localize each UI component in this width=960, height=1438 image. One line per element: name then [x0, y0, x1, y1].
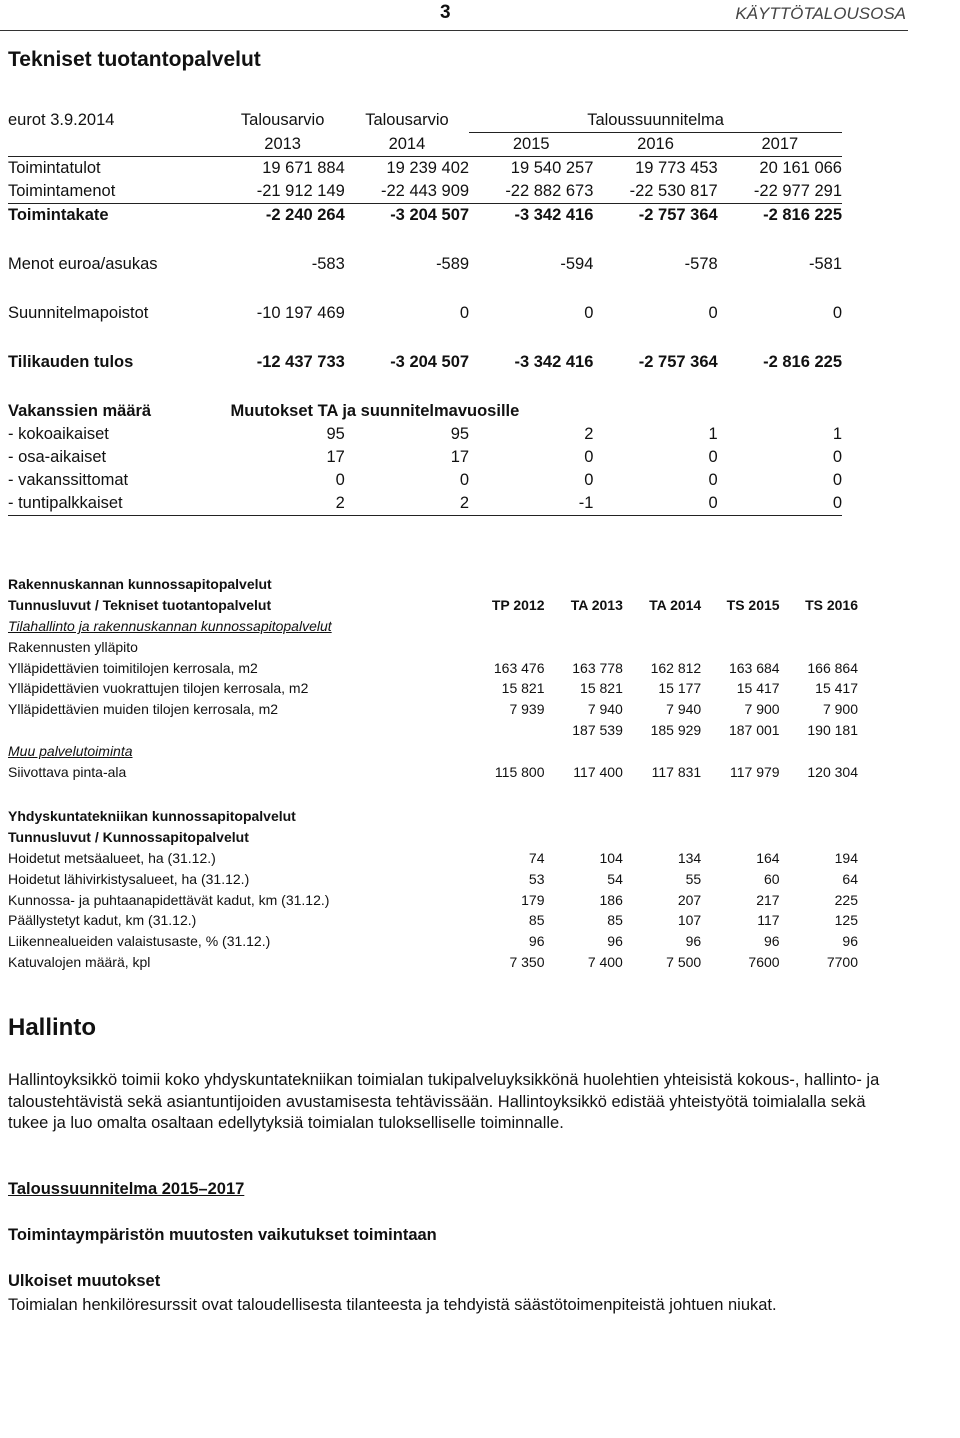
- col-tp-2012: TP 2012: [491, 597, 545, 614]
- col-ta-2013: TA 2013: [570, 597, 623, 614]
- group-heading: Muu palvelutoiminta: [8, 742, 133, 759]
- table-row: Suunnitelmapoistot -10 197 469 0 0 0 0: [8, 304, 842, 322]
- building-section-title: Rakennuskannan kunnossapitopalvelut: [8, 576, 272, 593]
- table-row: Päällystetyt kadut, km (31.12.) 85 85 107 117 125: [8, 912, 858, 929]
- table-row: - vakanssittomat 0 0 0 0 0: [8, 471, 842, 489]
- vacancies-header: [8, 400, 842, 423]
- vacancies-label: Vakanssien määrä: [8, 402, 152, 420]
- external-changes-text: Toimialan henkilöresurssit ovat taloudellisesta tilanteesta ja tehdyistä säästötoimenpiteistä johtuen niukat.: [8, 1296, 777, 1314]
- year-2016: 2016: [593, 133, 717, 157]
- table-row: Toimintamenot -21 912 149 -22 443 909 -22 882 673 -22 530 817 -22 977 291: [8, 180, 842, 204]
- col-ta-2014: TA 2014: [649, 597, 702, 614]
- page-number: 3: [440, 2, 451, 23]
- economy-table: [8, 108, 842, 516]
- hallinto-paragraph: Hallintoyksikkö toimii koko yhdyskuntatekniikan toimialan tukipalveluyksikkönä huolehtien yhteisistä kokous-, hallinto- ja taloustehtävistä sekä asiantuntijoiden avustamisesta tehtävissään. Hallintoyksikkö edistää yhteistyötä toimialalla sekä tukee ja luo omalta osaltaan edellytyksiä toimialan tulokselliselle toiminnalle.: [8, 1071, 880, 1132]
- building-section-subtitle: Tunnusluvut / Tekniset tuotantopalvelut: [8, 597, 272, 614]
- table-row: Toimintatulot 19 671 884 19 239 402 19 540 257 19 773 453 20 161 066: [8, 159, 842, 177]
- year-2013: 2013: [221, 133, 345, 157]
- table-row: Menot euroa/asukas -583 -589 -594 -578 -581: [8, 255, 842, 273]
- table-row: Toimintakate -2 240 264 -3 204 507 -3 342 416 -2 757 364 -2 816 225: [8, 206, 842, 224]
- currency-date-label: eurot 3.9.2014: [8, 110, 115, 129]
- table-row: Siivottava pinta-ala 115 800 117 400 117 831 117 979 120 304: [8, 763, 858, 780]
- table-row: Ylläpidettävien muiden tilojen kerrosala, m2 7 939 7 940 7 940 7 900 7 900: [8, 701, 858, 718]
- col-group-plan: Taloussuunnitelma: [469, 108, 842, 133]
- section-name: KÄYTTÖTALOUSOSA: [735, 4, 906, 23]
- environment-heading: Toimintaympäristön muutosten vaikutukset toimintaan: [8, 1226, 437, 1244]
- table-row: Ylläpidettävien vuokrattujen tilojen kerrosala, m2 15 821 15 821 15 177 15 417 15 417: [8, 680, 858, 697]
- table-row: - kokoaikaiset 95 95 2 1 1: [8, 425, 842, 443]
- table-row: Ylläpidettävien toimitilojen kerrosala, m2 163 476 163 778 162 812 163 684 166 864: [8, 659, 858, 676]
- table-row: - tuntipalkkaiset 2 2 -1 0 0: [8, 492, 842, 516]
- table-row: 187 539 185 929 187 001 190 181: [572, 721, 858, 738]
- building-indicators-table: [8, 574, 858, 782]
- page-title: Tekniset tuotantopalvelut: [8, 48, 261, 71]
- external-changes-heading: Ulkoiset muutokset: [8, 1272, 161, 1290]
- table-row: Tilikauden tulos -12 437 733 -3 204 507 -3 342 416 -2 757 364 -2 816 225: [8, 353, 842, 371]
- infra-section-subtitle: Tunnusluvut / Kunnossapitopalvelut: [8, 829, 249, 846]
- infra-indicators-table: [8, 806, 858, 972]
- col-group-budget-2013: Talousarvio: [240, 110, 325, 129]
- table-row: Liikennealueiden valaistusaste, % (31.12.) 96 96 96 96 96: [8, 933, 858, 950]
- plan-heading: Taloussuunnitelma 2015–2017: [8, 1180, 245, 1198]
- table-row: Katuvalojen määrä, kpl 7 350 7 400 7 500 7600 7700: [8, 953, 858, 970]
- year-2014: 2014: [345, 133, 469, 157]
- header-divider: [0, 30, 908, 31]
- group-heading: Tilahallinto ja rakennuskannan kunnossapitopalvelut: [8, 617, 332, 634]
- col-ts-2016: TS 2016: [805, 597, 858, 614]
- col-ts-2015: TS 2015: [726, 597, 780, 614]
- changes-label: Muutokset TA ja suunnitelmavuosille: [230, 402, 520, 420]
- col-group-budget-2014: Talousarvio: [365, 110, 449, 129]
- table-row: - osa-aikaiset 17 17 0 0 0: [8, 448, 842, 466]
- hallinto-heading: Hallinto: [8, 1014, 96, 1041]
- year-2017: 2017: [718, 133, 842, 157]
- subgroup-heading: Rakennusten ylläpito: [8, 638, 138, 655]
- table-row: Hoidetut lähivirkistysalueet, ha (31.12.) 53 54 55 60 64: [8, 870, 858, 887]
- table-row: Hoidetut metsäalueet, ha (31.12.) 74 104 134 164 194: [8, 849, 858, 866]
- table-row: Kunnossa- ja puhtaanapidettävät kadut, km (31.12.) 179 186 207 217 225: [8, 891, 858, 908]
- year-2015: 2015: [469, 133, 593, 157]
- infra-section-title: Yhdyskuntatekniikan kunnossapitopalvelut: [8, 808, 296, 825]
